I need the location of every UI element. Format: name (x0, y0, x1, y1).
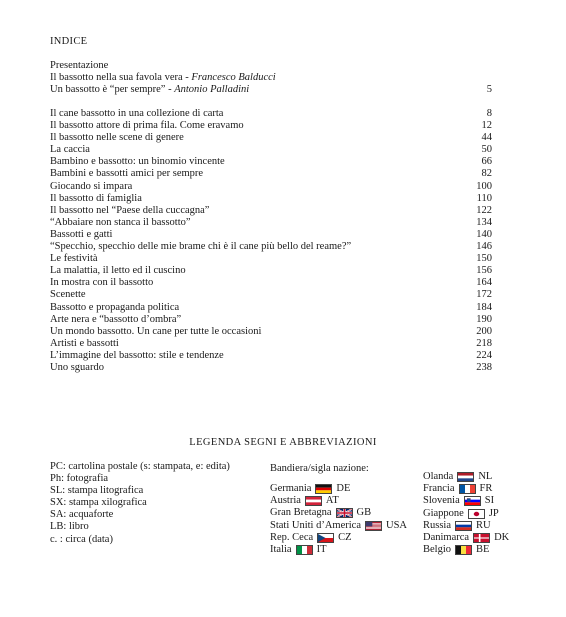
country-name: Danimarca (423, 532, 470, 543)
country-name: Stati Uniti d’America (270, 519, 361, 531)
list-item (50, 108, 492, 120)
country-name: Slovenia (423, 495, 460, 507)
flag-usa-icon (365, 521, 382, 531)
chapter-title: In mostra con il bassotto (50, 277, 154, 289)
country-code: IT (316, 544, 327, 555)
flag-legend-item (423, 471, 492, 483)
intro-item-label: Un bassotto è “per sempre” - (50, 84, 175, 96)
list-item (50, 60, 492, 72)
flag-austria-icon (305, 496, 322, 506)
flag-legend-item (270, 520, 407, 532)
chapter-title: Uno sguardo (50, 361, 104, 373)
list-item (50, 338, 492, 350)
flag-czech-icon (317, 533, 334, 543)
chapter-title: Artisti e bassotti (50, 337, 119, 349)
chapter-list (50, 108, 492, 374)
chapter-title: Giocando si impara (50, 180, 133, 192)
flag-legend-item (423, 544, 489, 556)
chapter-title: Il bassotto attore di prima fila. Come eravamo (50, 120, 244, 132)
flag-legend-item (270, 483, 350, 495)
country-code: DE (336, 483, 351, 494)
country-code: BE (476, 544, 490, 556)
chapter-title: Bassotti e gatti (50, 228, 113, 240)
flag-netherlands-icon (457, 472, 474, 482)
abbreviation-item: c. : circa (data) (50, 533, 113, 545)
list-item (50, 132, 492, 144)
chapter-page: 12 (481, 120, 492, 132)
abbreviation-item: Ph: fotografia (50, 473, 109, 485)
flag-legend-item (270, 544, 327, 556)
country-code: USA (385, 519, 407, 531)
chapter-title: L’immagine del bassotto: stile e tendenze (50, 349, 224, 361)
country-name: Austria (270, 495, 301, 507)
flag-denmark-icon (473, 533, 490, 543)
country-code: DK (494, 532, 510, 543)
list-item (50, 277, 492, 289)
abbreviation-item: PC: cartolina postale (s: stampata, e: edita) (50, 461, 230, 472)
list-item (50, 302, 492, 314)
country-name: Olanda (423, 471, 454, 482)
legend-title: LEGENDA SEGNI E ABBREVIAZIONI (189, 437, 377, 448)
country-code: GB (356, 507, 372, 519)
chapter-title: La malattia, il letto ed il cuscino (50, 265, 186, 277)
chapter-page: 140 (476, 228, 492, 240)
country-code: CZ (338, 531, 352, 543)
country-code: NL (478, 471, 493, 482)
chapter-page: 184 (476, 301, 492, 313)
chapter-title: Il bassotto nel “Paese della cuccagna” (50, 204, 210, 216)
country-code: RU (476, 519, 491, 531)
flag-legend-item (423, 532, 509, 544)
chapter-page: 110 (476, 192, 492, 204)
chapter-title: “Specchio, specchio delle mie brame chi è il cane più bello del reame?” (50, 241, 352, 253)
chapter-page: 150 (476, 253, 492, 265)
list-item (50, 156, 492, 168)
intro-item-label: Il bassotto nella sua favola vera - (50, 72, 192, 84)
chapter-page: 190 (476, 313, 492, 325)
flag-belgium-icon (455, 545, 472, 555)
chapter-page: 238 (476, 361, 492, 373)
chapter-title: Bassotto e propaganda politica (50, 301, 180, 313)
chapter-page: 146 (476, 241, 492, 253)
country-code: AT (325, 495, 339, 507)
country-name: Germania (270, 483, 312, 494)
list-item (50, 241, 492, 253)
chapter-page: 122 (476, 204, 492, 216)
country-code: JP (488, 507, 499, 519)
chapter-page: 100 (476, 180, 492, 192)
flag-legend-item (270, 507, 371, 519)
chapter-page: 218 (476, 337, 492, 349)
country-name: Belgio (423, 544, 451, 556)
chapter-title: Il bassotto nelle scene di genere (50, 132, 184, 144)
chapter-title: Il bassotto di famiglia (50, 192, 142, 204)
list-item (50, 84, 492, 96)
chapter-title: Bambino e bassotto: un binomio vincente (50, 156, 225, 168)
list-item (50, 229, 492, 241)
flags-heading: Bandiera/sigla nazione: (270, 463, 369, 474)
chapter-title: Scenette (50, 289, 86, 301)
chapter-page: 66 (481, 156, 492, 168)
chapter-title: La caccia (50, 144, 90, 156)
list-item (50, 253, 492, 265)
country-name: Italia (270, 544, 292, 555)
country-code: SI (484, 495, 495, 507)
chapter-title: Un mondo bassotto. Un cane per tutte le occasioni (50, 325, 262, 337)
flag-germany-icon (315, 484, 332, 494)
flag-italy-icon (296, 545, 313, 555)
intro-item-page: 5 (486, 84, 492, 96)
abbreviation-list (50, 461, 230, 546)
abbreviation-item: SX: stampa xilografica (50, 497, 147, 509)
flag-slovenia-icon (464, 496, 481, 506)
list-item (50, 205, 492, 217)
chapter-page: 156 (476, 265, 492, 277)
list-item (50, 289, 492, 301)
list-item (50, 120, 492, 132)
abbreviation-item: LB: libro (50, 521, 89, 533)
country-name: Russia (423, 519, 452, 531)
flag-legend-item (423, 508, 499, 520)
flag-france-icon (459, 484, 476, 494)
chapter-page: 172 (476, 289, 492, 301)
chapter-title: “Abbaiare non stanca il bassotto” (50, 216, 191, 228)
flag-legend-item (423, 520, 491, 532)
intro-item-author: Francesco Balducci (191, 72, 276, 84)
index-title: INDICE (50, 36, 88, 47)
chapter-title: Bambini e bassotti amici per sempre (50, 168, 204, 180)
country-name: Rep. Ceca (270, 531, 314, 543)
chapter-page: 224 (476, 349, 492, 361)
flag-legend-item (423, 483, 492, 495)
chapter-page: 44 (481, 132, 492, 144)
country-code: FR (479, 483, 493, 495)
abbreviation-item: SA: acquaforte (50, 509, 114, 521)
list-item (50, 314, 492, 326)
list-item (50, 350, 492, 362)
country-name: Gran Bretagna (270, 507, 332, 519)
chapter-page: 82 (481, 168, 492, 180)
list-item (50, 362, 492, 374)
flag-legend-item (423, 495, 494, 507)
intro-item-label: Presentazione (50, 60, 109, 71)
chapter-page: 50 (481, 144, 492, 156)
list-item (50, 326, 492, 338)
flag-legend-item (270, 532, 352, 544)
list-item (50, 72, 492, 84)
chapter-page: 164 (476, 277, 492, 289)
list-item (50, 265, 492, 277)
country-name: Giappone (423, 507, 464, 519)
flag-japan-icon (468, 509, 485, 519)
chapter-page: 134 (476, 216, 492, 228)
list-item (50, 193, 492, 205)
list-item (50, 144, 492, 156)
chapter-page: 200 (476, 325, 492, 337)
intro-item-author: Antonio Palladini (174, 84, 250, 96)
list-item (50, 168, 492, 180)
chapter-page: 8 (486, 108, 492, 119)
list-item (50, 181, 492, 193)
intro-list (50, 60, 492, 96)
country-name: Francia (423, 483, 455, 495)
chapter-title: Il cane bassotto in una collezione di carta (50, 108, 224, 119)
flag-russia-icon (455, 521, 472, 531)
chapter-title: Arte nera e “bassotto d’ombra” (50, 313, 182, 325)
list-item (50, 217, 492, 229)
chapter-title: Le festività (50, 253, 98, 265)
abbreviation-item: SL: stampa litografica (50, 485, 144, 497)
flag-uk-icon (336, 508, 353, 518)
flag-legend-item (270, 495, 339, 507)
